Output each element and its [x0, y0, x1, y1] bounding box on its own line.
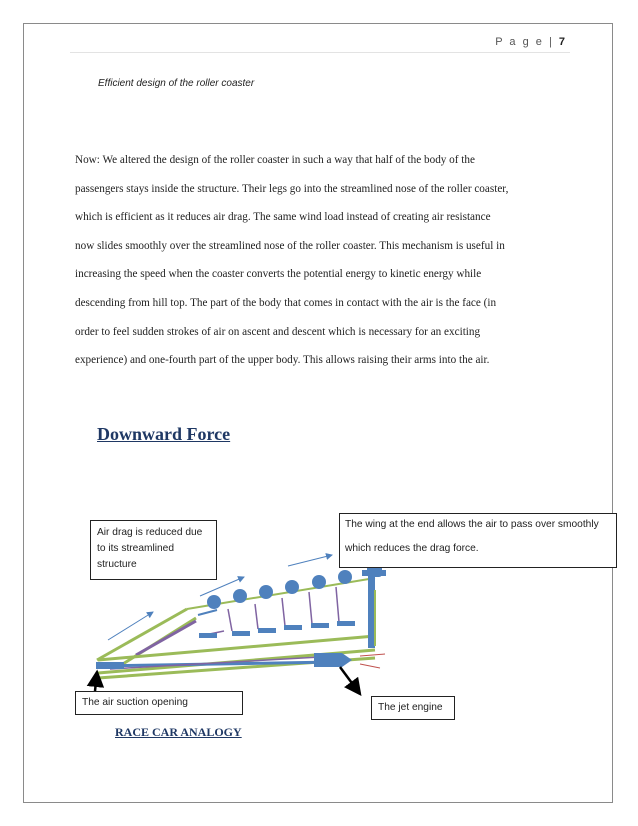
callout-wing-line: The wing at the end allows the air to pass over smoothly	[345, 519, 599, 530]
passenger	[309, 575, 329, 628]
callout-air-suction: The air suction opening	[75, 691, 243, 715]
callout-wing	[339, 513, 617, 568]
face-icon	[259, 585, 273, 599]
face-icon	[338, 570, 352, 584]
face-icon	[312, 575, 326, 589]
passenger	[282, 580, 302, 630]
body-line: order to feel sudden strokes of air on ascent and descent which is necessary for an exciting	[75, 325, 481, 338]
page-label: P a g e	[495, 36, 544, 48]
body-line: which is efficient as it reduces air drag. The same wind load instead of creating air resistance	[75, 211, 491, 224]
body-line: experience) and one-fourth part of the upper body. This allows raising their arms into the air.	[75, 354, 490, 367]
face-icon	[285, 580, 299, 594]
callout-wing-line: which reduces the drag force.	[345, 543, 479, 554]
callout-air-drag: Air drag is reduced due to its streamlined structure	[90, 520, 217, 580]
page-number-value: 7	[558, 36, 565, 48]
passenger	[336, 570, 355, 626]
exhaust-lines	[360, 654, 385, 668]
page-separator: |	[548, 36, 554, 48]
wind-arrow	[108, 612, 153, 640]
wind-arrow	[288, 555, 332, 566]
body-line: passengers stays inside the structure. Their legs go into the streamlined nose of the roller coaster,	[75, 182, 509, 195]
section-heading: Downward Force	[97, 424, 231, 444]
body-line: descending from hill top. The part of the body that comes in contact with the air is the face (in	[75, 296, 497, 309]
body-line: Now: We altered the design of the roller coaster in such a way that half of the body of the	[75, 154, 475, 166]
engine-pointer	[340, 667, 360, 694]
callout-jet-engine: The jet engine	[371, 696, 455, 720]
figure-caption: RACE CAR ANALOGY	[115, 725, 242, 739]
passenger	[228, 589, 250, 636]
face-icon	[233, 589, 247, 603]
jet-engine	[314, 653, 352, 667]
passenger	[255, 585, 276, 633]
rear-wing	[362, 562, 386, 648]
passenger	[198, 595, 224, 638]
body-line: increasing the speed when the coaster converts the potential energy to kinetic energy while	[75, 268, 482, 281]
face-icon	[207, 595, 221, 609]
body-line: now slides smoothly over the streamlined nose of the roller coaster. This mechanism is useful in	[75, 239, 505, 252]
image-caption: Efficient design of the roller coaster	[98, 78, 255, 89]
suction-pointer	[95, 672, 97, 691]
